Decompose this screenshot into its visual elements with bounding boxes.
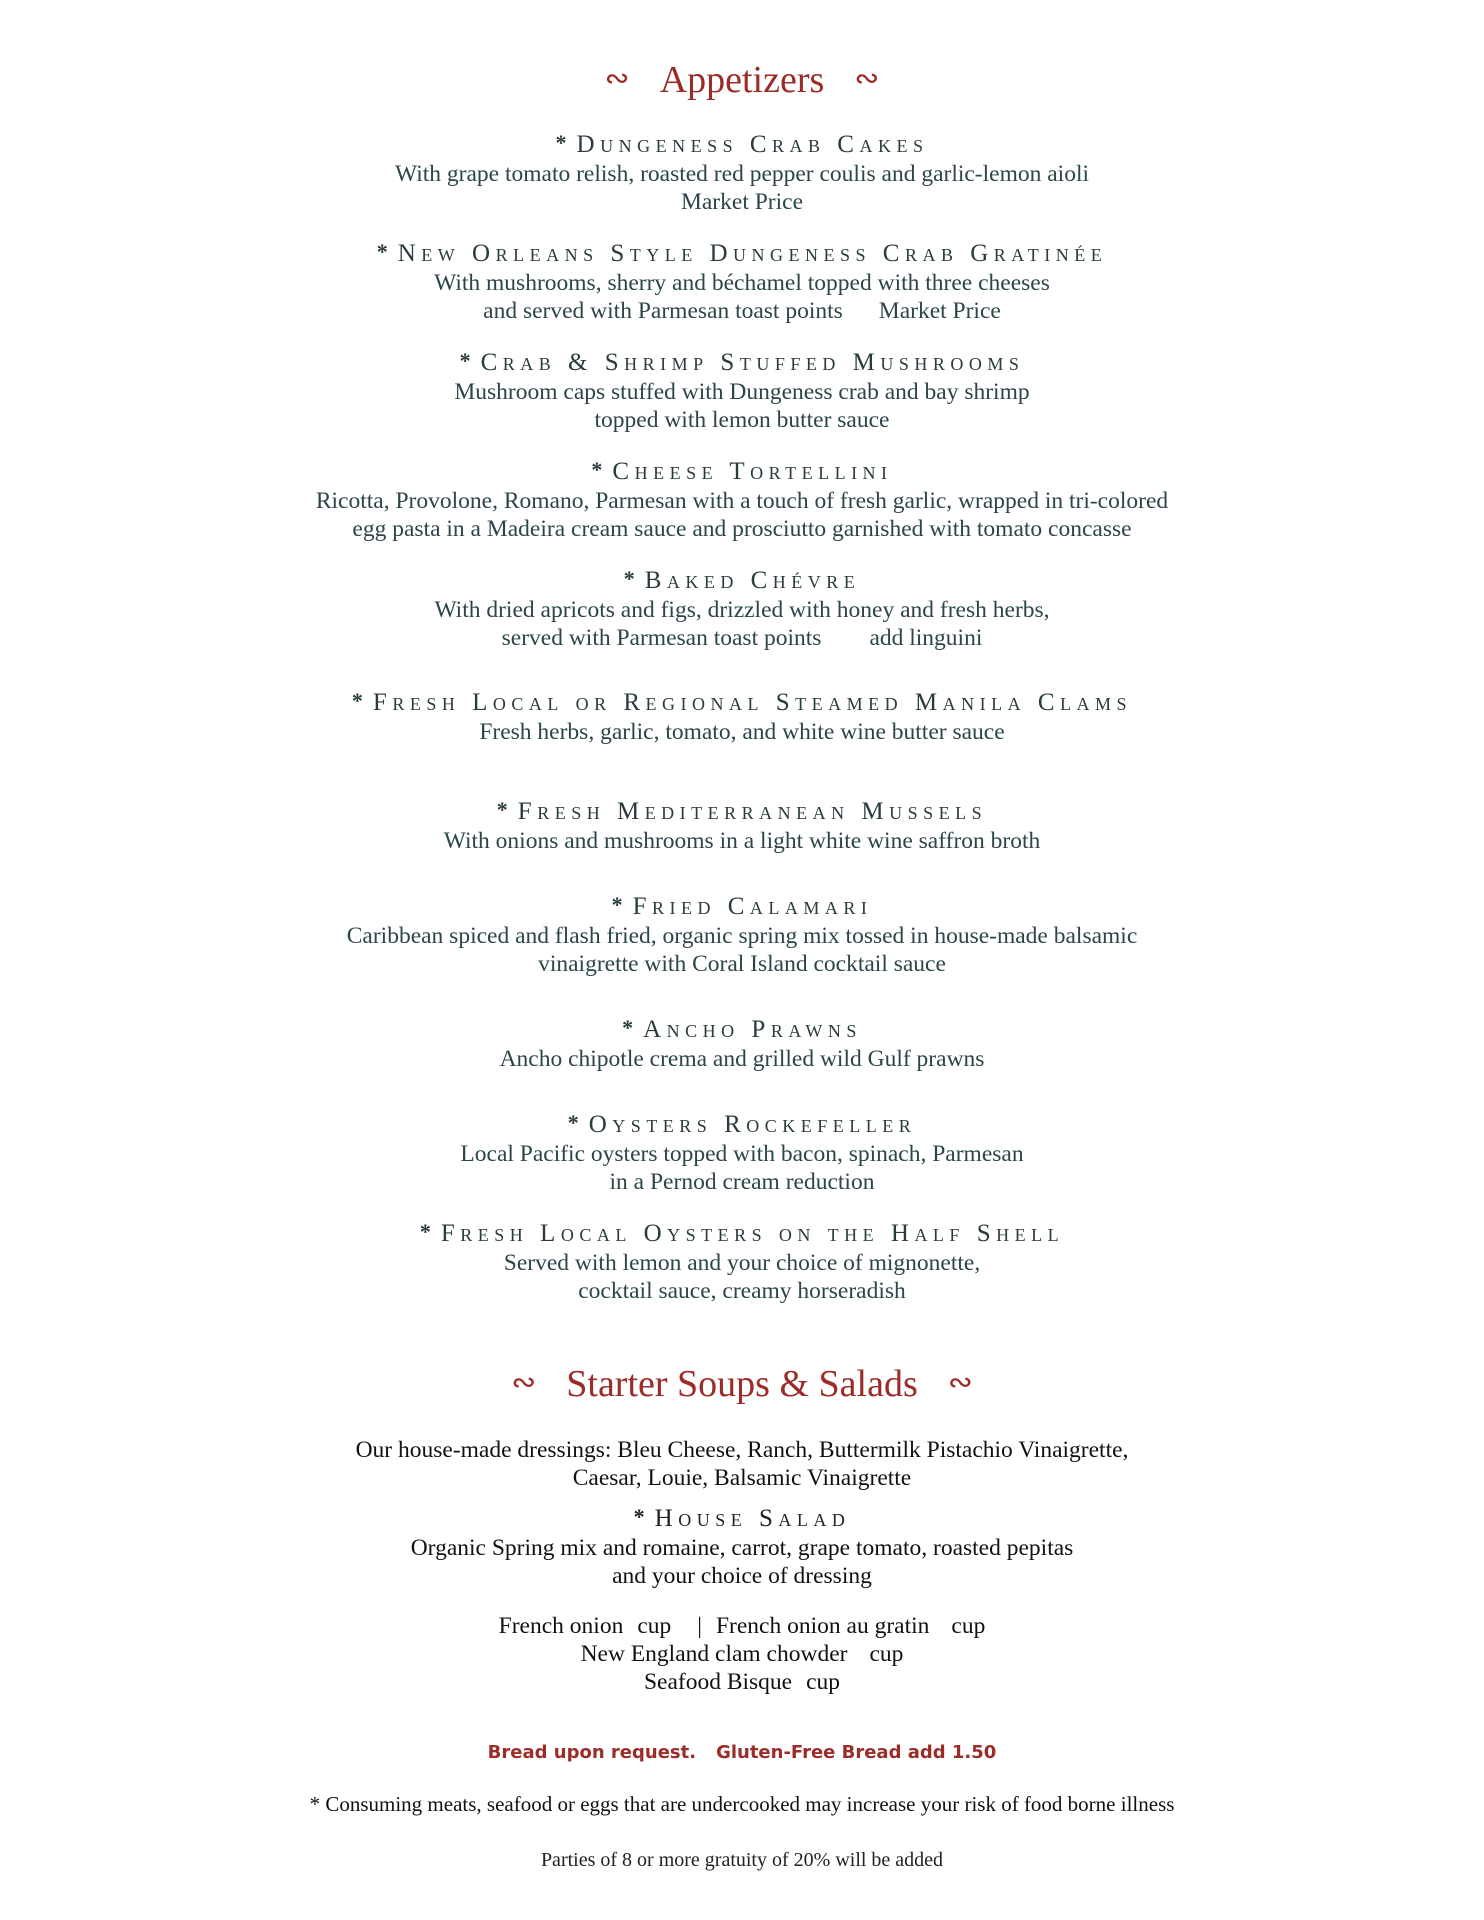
item-description: Ricotta, Provolone, Romano, Parmesan with a touch of fresh garlic, wrapped in tri-colored	[315, 488, 1169, 514]
item-description-2: and your choice of dressing	[612, 1563, 872, 1589]
item-description: With onions and mushrooms in a light white wine saffron broth	[443, 828, 1041, 854]
item-description-2: vinaigrette with Coral Island cocktail sauce	[538, 951, 946, 977]
soup-line: New England clam chowder cup	[580, 1641, 904, 1667]
menu-item	[0, 455, 1484, 543]
soups-salads-title: Starter Soups & Salads	[566, 1363, 918, 1405]
item-description: With mushrooms, sherry and béchamel topped with three cheeses	[434, 270, 1050, 296]
item-description-2: served with Parmesan toast points add linguini	[501, 625, 983, 651]
item-name: * Ancho Prawns	[622, 1015, 862, 1043]
menu-item	[0, 128, 1484, 216]
item-description-2: and served with Parmesan toast points Market Price	[483, 298, 1001, 324]
item-description-2: in a Pernod cream reduction	[609, 1169, 875, 1195]
item-description-2: egg pasta in a Madeira cream sauce and prosciutto garnished with tomato concasse	[352, 516, 1132, 542]
menu-item	[0, 686, 1484, 746]
item-price: Market Price	[878, 298, 1001, 324]
appetizers-title: Appetizers	[659, 59, 825, 101]
soup-line: French onion cup | French onion au gratin cup	[498, 1613, 986, 1639]
item-description: Mushroom caps stuffed with Dungeness crab and bay shrimp	[454, 379, 1030, 405]
menu-item	[0, 237, 1484, 325]
item-name: * Fried Calamari	[611, 892, 873, 920]
item-name: * Baked Chévre	[623, 566, 861, 594]
gratuity-note: Parties of 8 or more gratuity of 20% will be added	[540, 1849, 944, 1871]
item-description: Caribbean spiced and flash fried, organic spring mix tossed in house-made balsamic	[346, 923, 1138, 949]
item-description: With dried apricots and figs, drizzled with honey and fresh herbs,	[434, 597, 1050, 623]
item-name: * Fresh Local Oysters on the Half Shell	[419, 1219, 1065, 1247]
item-name: * Fresh Local or Regional Steamed Manila Clams	[351, 688, 1133, 716]
food-safety-disclaimer: * Consuming meats, seafood or eggs that are undercooked may increase your risk of food borne illness	[309, 1792, 1175, 1816]
menu-item	[0, 795, 1484, 855]
menu-item	[0, 564, 1484, 652]
item-name: * House Salad	[633, 1504, 851, 1532]
item-description: Served with lemon and your choice of mignonette,	[503, 1250, 981, 1276]
item-name: * Dungeness Crab Cakes	[555, 130, 929, 158]
item-name: * Crab & Shrimp Stuffed Mushrooms	[459, 348, 1025, 376]
ornament-left-icon: ∾	[604, 62, 630, 95]
menu-item	[0, 1217, 1484, 1305]
menu-item	[0, 346, 1484, 434]
item-description-2: cocktail sauce, creamy horseradish	[578, 1278, 906, 1304]
item-description: Organic Spring mix and romaine, carrot, grape tomato, roasted pepitas	[410, 1535, 1074, 1561]
item-name: * Oysters Rockefeller	[567, 1110, 917, 1138]
ornament-left-icon: ∾	[511, 1366, 537, 1399]
menu-item	[0, 1013, 1484, 1073]
appetizers-header	[0, 58, 1484, 102]
soup-line: Seafood Bisque cup	[643, 1669, 841, 1695]
item-name: * New Orleans Style Dungeness Crab Gratinée	[376, 239, 1108, 267]
menu-item	[0, 890, 1484, 978]
item-description: With grape tomato relish, roasted red pepper coulis and garlic-lemon aioli	[394, 161, 1090, 187]
soups-salads-header	[0, 1362, 1484, 1406]
dressings-note: Our house-made dressings: Bleu Cheese, Ranch, Buttermilk Pistachio Vinaigrette, Caesar, Louie, Balsamic Vinaigrette	[355, 1437, 1129, 1491]
ornament-right-icon: ∾	[947, 1366, 973, 1399]
item-description: Ancho chipotle crema and grilled wild Gulf prawns	[499, 1046, 985, 1072]
menu-item	[0, 1502, 1484, 1590]
item-description: Local Pacific oysters topped with bacon, spinach, Parmesan	[460, 1141, 1024, 1167]
item-description-2: topped with lemon butter sauce	[594, 407, 890, 433]
item-description: Fresh herbs, garlic, tomato, and white wine butter sauce	[479, 719, 1005, 745]
bread-note: Bread upon request. Gluten-Free Bread add 1.50	[487, 1742, 997, 1763]
ornament-right-icon: ∾	[854, 62, 880, 95]
item-name: * Cheese Tortellini	[591, 457, 893, 485]
item-price: Market Price	[680, 189, 804, 215]
menu-item	[0, 1108, 1484, 1196]
item-addon: add linguini	[869, 625, 983, 651]
soups-list	[0, 1612, 1484, 1696]
item-name: * Fresh Mediterranean Mussels	[496, 797, 988, 825]
